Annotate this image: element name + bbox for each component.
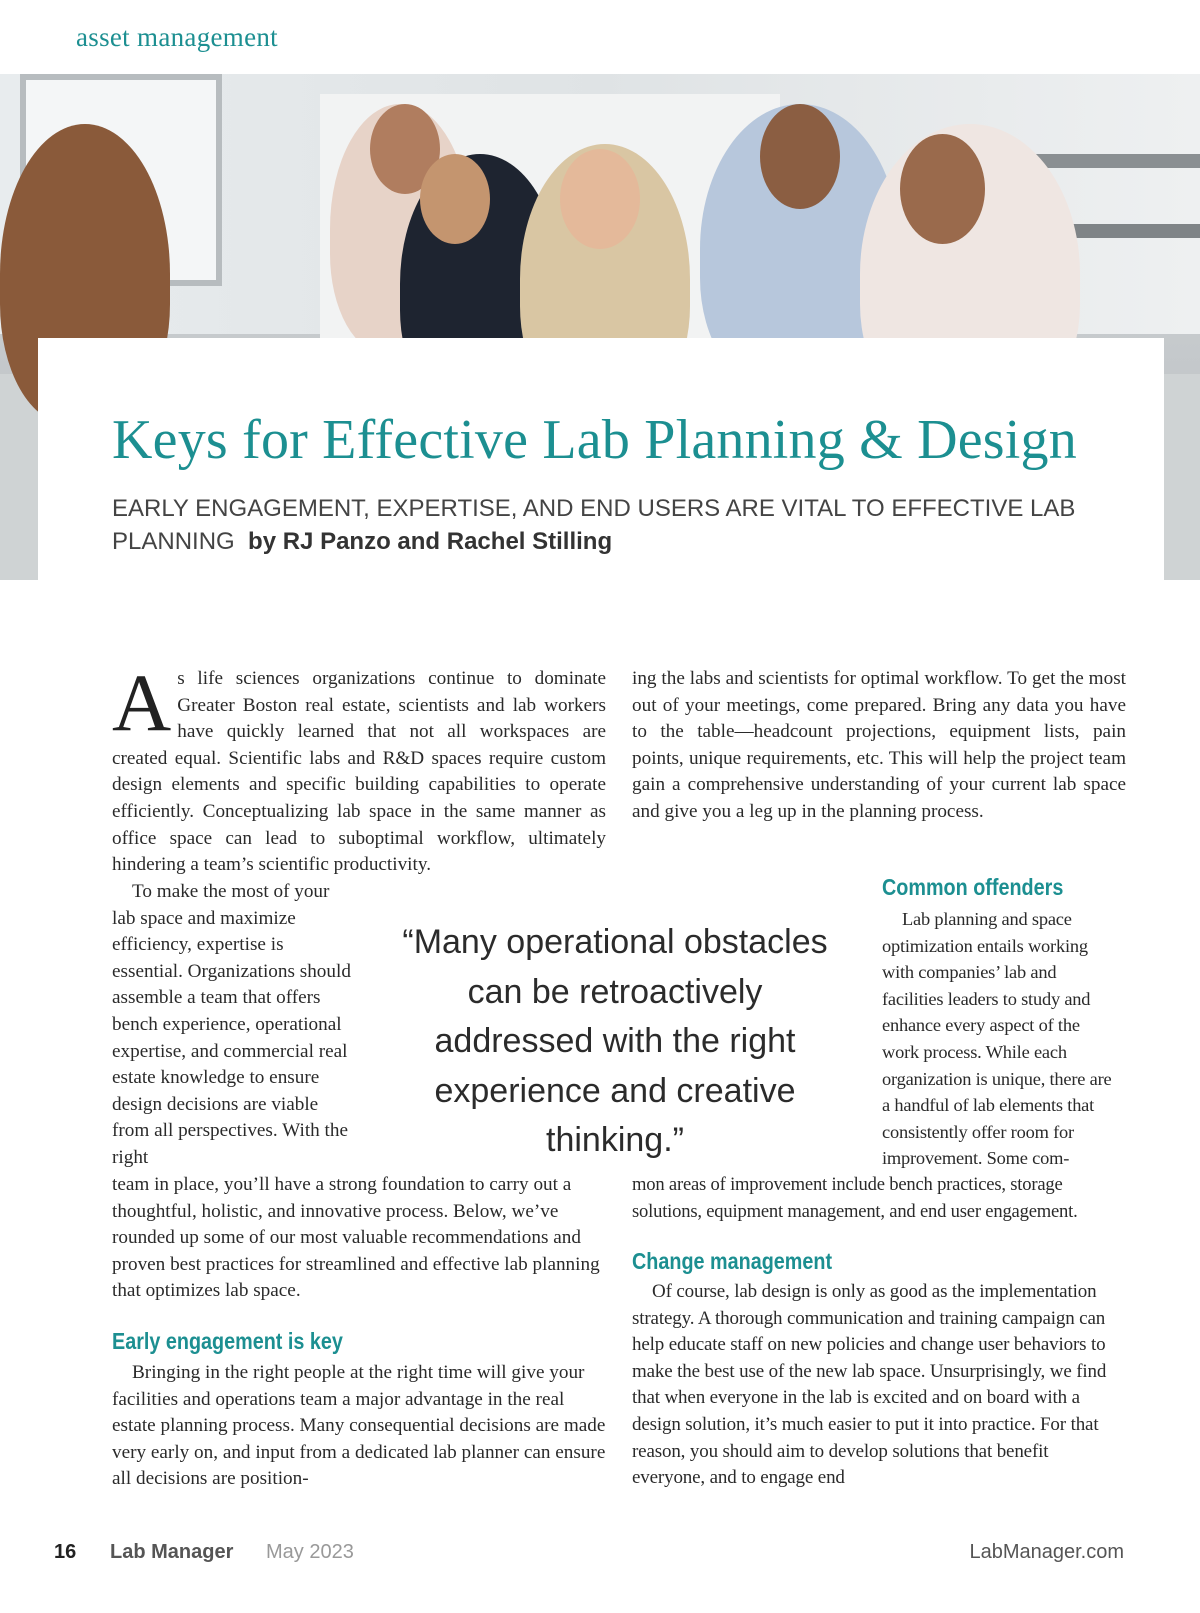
pull-quote: “Many operational obstacles can be retroactively addressed with the right experience and creative thinking.” — [402, 923, 828, 1159]
column-right-top — [632, 666, 1126, 826]
change-management-text: Of course, lab design is only as good as the implementation strategy. A thorough communication and training campaign can help educate staff on new policies and change user behaviors to make the best use of the new lab space. Unsurprisingly, we find that when everyone in the lab is excited and on board with a design solution, it’s much easier to put it into practice. For that reason, you should aim to develop solutions that benefit everyone, and to engage end — [632, 1281, 1107, 1489]
magazine-name: Lab Manager — [110, 1541, 234, 1563]
byline: by RJ Panzo and Rachel Stilling — [248, 528, 613, 555]
para2-narrow: To make the most of your lab space and maximize efficiency, expertise is essential. Organizations should assemble a team that offers bench experience, operational expertise, and commercial real estate knowledge to ensure design decisions are viable from all perspectives. With the right — [112, 881, 351, 1168]
article-title: Keys for Effective Lab Planning & Design — [112, 409, 1077, 471]
narrow-paragraph-left — [112, 879, 354, 1172]
website-url[interactable]: LabManager.com — [969, 1541, 1124, 1563]
column-left-intro — [112, 657, 606, 879]
narrow-paragraph-right — [882, 906, 1114, 1172]
page-number: 16 — [54, 1541, 77, 1563]
heading-change-management: Change management — [632, 1248, 833, 1274]
section-label: asset management — [76, 22, 278, 52]
para2-rest: team in place, you’ll have a strong foundation to carry out a thoughtful, holistic, and innovative process. Below, we’ve rounded up some of our most valuable recommendations and proven best practices for streamlined and effective lab planning that optimizes lab space. — [112, 1174, 600, 1302]
heading-common-offenders: Common offenders — [882, 874, 1064, 900]
early-engagement-text: Bringing in the right people at the right time will give your facilities and operations team a major advantage in the real estate planning process. Many consequential decisions are made very early on, and input from a dedicated lab planner can ensure all decisions are position- — [112, 1362, 606, 1490]
intro-paragraph: s life sciences organizations continue to dominate Greater Boston real estate, scientists and lab workers have quickly learned that not all workspaces are created equal. Scientific labs and R&D spaces require custom design elements and specific building capabilities to operate efficiently. Conceptualizing lab space in the same manner as office space can lead to suboptimal workflow, ultimately hindering a team’s scientific productivity. — [112, 668, 606, 876]
subtitle-text: EARLY ENGAGEMENT, EXPERTISE, AND END USERS ARE VITAL TO EFFECTIVE LAB PLANNING — [112, 495, 1076, 555]
issue-date: May 2023 — [266, 1541, 354, 1563]
drop-cap: A — [112, 657, 172, 748]
early-engagement-section — [112, 1360, 606, 1493]
article-subtitle — [112, 492, 1112, 558]
common-narrow-text: Lab planning and space optimization entails working with companies’ lab and facilities leaders to study and enhance every aspect of the work process. While each organization is unique, there are a handful of lab elements that consistently offer room for improvement. Some com- — [882, 909, 1112, 1169]
common-rest-text: mon areas of improvement include bench practices, storage solutions, equipment management, and end user engagement. — [632, 1174, 1078, 1222]
col2-top-paragraph: ing the labs and scientists for optimal workflow. To get the most out of your meetings, come prepared. Bring any data you have to the table—headcount projections, equipment lists, pain points, unique requirements, etc. This will help the project team gain a comprehensive understanding of your current lab space and give you a leg up in the planning process. — [632, 668, 1126, 822]
para2-continued — [112, 1172, 606, 1305]
common-offenders-continued — [632, 1172, 1126, 1225]
change-management-section — [632, 1279, 1126, 1492]
heading-early-engagement: Early engagement is key — [112, 1328, 343, 1354]
